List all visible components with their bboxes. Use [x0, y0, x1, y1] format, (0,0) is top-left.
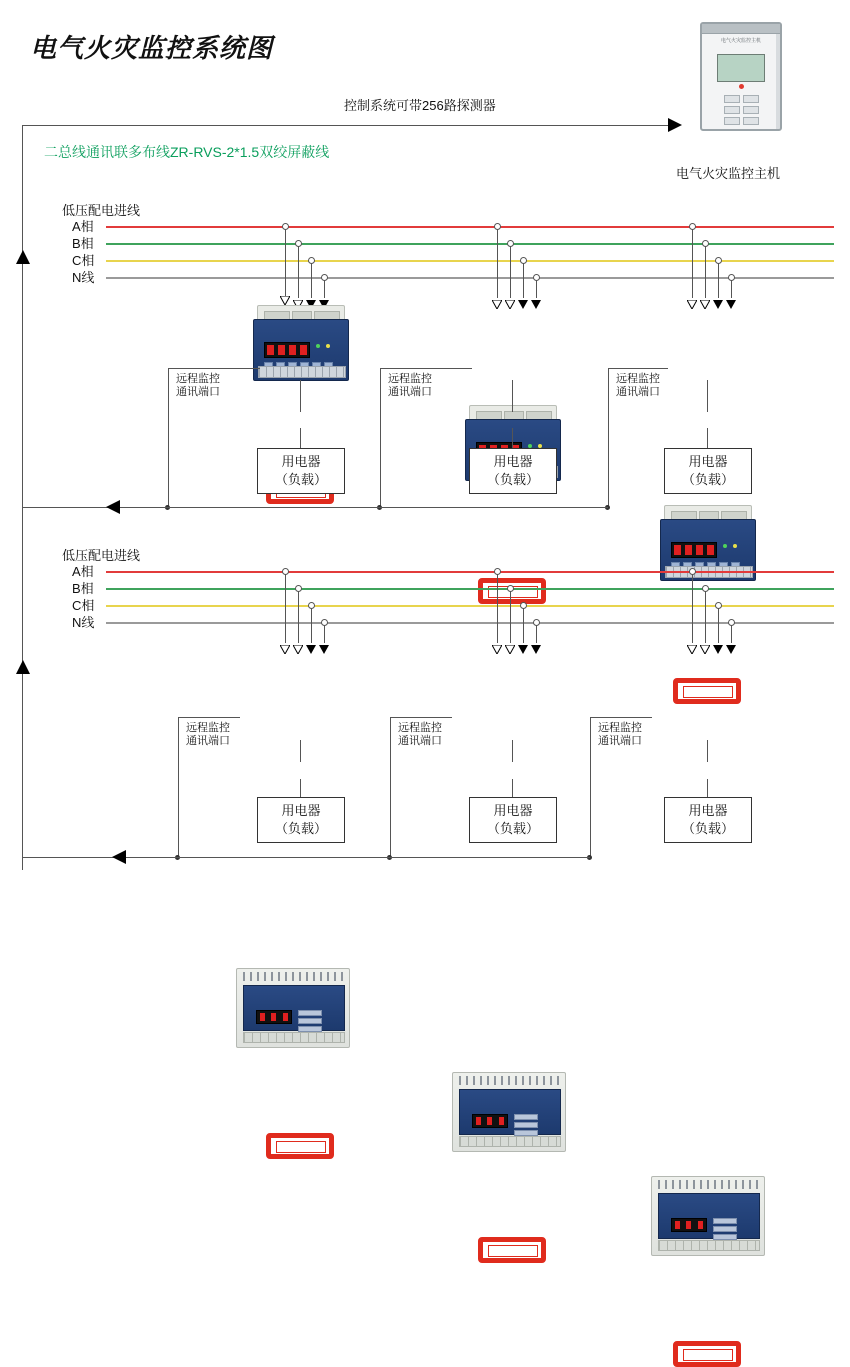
host-button[interactable] [743, 106, 759, 114]
device-key[interactable] [298, 1018, 322, 1024]
display-digit [283, 1013, 288, 1021]
group2-phase-n-label: N线 [72, 615, 95, 630]
g1u2-arrow-b-icon [505, 296, 515, 314]
load-label-line2: （负载） [681, 472, 734, 487]
device-led-icon [733, 544, 737, 548]
load-label-line2: （负载） [486, 821, 539, 836]
port-label-line1: 远程监控 [388, 373, 432, 385]
bus-cable-label: 二总线通讯联多布线ZR-RVS-2*1.5双绞屏蔽线 [44, 144, 330, 160]
display-digit [271, 1013, 276, 1021]
g2u1-drop-b [298, 588, 299, 643]
g2u2-current-transformer [478, 1237, 546, 1263]
g1u3-node-n [728, 274, 735, 281]
device-key-row[interactable] [298, 1010, 322, 1032]
g1u3-arrow-c-icon [713, 296, 723, 314]
g2u3-comm-drop [590, 717, 591, 857]
group2-phase-n-line [106, 622, 834, 624]
g2u3-drop-b [705, 588, 706, 643]
bus-up-arrow-icon [16, 660, 30, 674]
g2u2-port-label [398, 722, 442, 748]
g1u2-node-b [507, 240, 514, 247]
group1-phase-b-label: B相 [72, 236, 94, 251]
group2-phase-a-label: A相 [72, 564, 94, 579]
g1u2-load-link [512, 428, 513, 448]
device-body [452, 1072, 566, 1152]
display-digit [696, 545, 703, 555]
g1u3-detector-device[interactable] [660, 505, 754, 579]
page-title: 电气火灾监控系统图 [30, 34, 274, 63]
g2u1-current-transformer [266, 1133, 334, 1159]
load-label-line1: 用电器 [688, 454, 728, 469]
g2u1-ct-link [300, 740, 301, 762]
group1-phase-n-label: N线 [72, 270, 95, 285]
g2u1-drop-a [285, 571, 286, 643]
g1u3-node-a [689, 223, 696, 230]
g1u1-node-c [308, 257, 315, 264]
g2u2-drop-a [497, 571, 498, 643]
g2u1-drop-c [311, 605, 312, 643]
g2u3-drop-a [692, 571, 693, 643]
device-top-terminals [658, 1180, 758, 1189]
g1u1-arrow-a-icon [280, 296, 290, 305]
ct-window [683, 1349, 733, 1361]
group1-phase-c-line [106, 260, 834, 262]
host-button[interactable] [743, 95, 759, 103]
display-digit [300, 345, 307, 355]
port-label-line1: 远程监控 [186, 722, 230, 734]
g2u3-drop-c [718, 605, 719, 643]
device-display [671, 542, 717, 558]
g2u2-comm-link [390, 717, 452, 718]
ct-window [683, 686, 733, 698]
g2u1-load-box [257, 797, 345, 843]
device-led-icon [326, 344, 330, 348]
bus-capacity-note: 控制系统可带256路探测器 [344, 98, 496, 113]
g2u2-node-n [533, 619, 540, 626]
group2-phase-c-line [106, 605, 834, 607]
device-display [256, 1010, 292, 1024]
g2u2-load-box [469, 797, 557, 843]
g1u2-ct-link [512, 380, 513, 412]
g2u2-arrow-n-icon [531, 641, 541, 659]
group1-phase-a-line [106, 226, 834, 228]
display-digit [707, 545, 714, 555]
g1u1-ct-link [300, 380, 301, 412]
g1u3-current-transformer [673, 678, 741, 704]
device-terminal-strip [258, 366, 346, 378]
g1u2-node-n [533, 274, 540, 281]
device-faceplate [658, 1193, 760, 1239]
load-label-line1: 用电器 [281, 803, 321, 818]
g2u1-load-link [300, 779, 301, 797]
g2u2-node-b [507, 585, 514, 592]
port-label-line1: 远程监控 [398, 722, 442, 734]
bus-arrow-to-host-icon [668, 118, 682, 132]
g1u3-ct-link [707, 380, 708, 412]
g1u3-port-label [616, 373, 660, 399]
g1u2-comm-drop [380, 368, 381, 508]
host-panel-screen [717, 54, 765, 82]
g1u1-load-box [257, 448, 345, 494]
display-digit [278, 345, 285, 355]
g1u3-drop-b [705, 243, 706, 298]
device-terminal-strip [243, 1032, 345, 1043]
g1u1-detector-device[interactable] [253, 305, 347, 379]
port-label-line2: 通讯端口 [616, 386, 660, 398]
g1u2-drop-b [510, 243, 511, 298]
g2u3-load-link [707, 779, 708, 797]
load-label-line2: （负载） [486, 472, 539, 487]
group2-phase-c-label: C相 [72, 598, 95, 613]
g2u2-ct-link [512, 740, 513, 762]
ct-window [276, 1141, 326, 1153]
g1u1-load-link [300, 428, 301, 448]
load-label-line1: 用电器 [688, 803, 728, 818]
ct-window [488, 1245, 538, 1257]
host-button[interactable] [724, 95, 740, 103]
display-digit [674, 545, 681, 555]
display-digit [686, 1221, 691, 1229]
display-digit [476, 1117, 481, 1125]
g2u3-arrow-a-icon [687, 641, 697, 659]
device-key[interactable] [514, 1122, 538, 1128]
group2-incoming-label: 低压配电进线 [62, 548, 141, 563]
g1u1-port-label [176, 373, 220, 399]
device-key-row[interactable] [514, 1114, 538, 1136]
g1u1-drop-a [285, 226, 286, 298]
g2u1-node-c [308, 602, 315, 609]
g2u2-node-c [520, 602, 527, 609]
host-caption-label: 电气火灾监控主机 [676, 166, 781, 181]
g1u3-arrow-b-icon [700, 296, 710, 314]
g2u1-node-n [321, 619, 328, 626]
g2u3-comm-link [590, 717, 652, 718]
g1u3-drop-a [692, 226, 693, 298]
g1u1-node-n [321, 274, 328, 281]
g2u1-detector-device[interactable] [236, 968, 348, 1046]
g2u1-arrow-n-icon [319, 641, 329, 659]
group1-phase-c-label: C相 [72, 253, 95, 268]
device-key-row[interactable] [713, 1218, 737, 1240]
g2u2-drop-c [523, 605, 524, 643]
g2u3-node-a [689, 568, 696, 575]
g2u3-port-label [598, 722, 642, 748]
g2u1-node-b [295, 585, 302, 592]
group2-return-arrow-icon [112, 850, 126, 864]
g1u1-drop-c [311, 260, 312, 298]
port-label-line1: 远程监控 [176, 373, 220, 385]
device-key[interactable] [298, 1010, 322, 1016]
g2u2-comm-drop [390, 717, 391, 857]
g2u1-arrow-c-icon [306, 641, 316, 659]
g1u2-arrow-n-icon [531, 296, 541, 314]
host-button[interactable] [743, 117, 759, 125]
g1u3-node-b [702, 240, 709, 247]
g1u2-drop-c [523, 260, 524, 298]
g1u2-load-box [469, 448, 557, 494]
device-key[interactable] [713, 1226, 737, 1232]
port-label-line1: 远程监控 [616, 373, 660, 385]
device-display [472, 1114, 508, 1128]
g2u3-detector-device[interactable] [651, 1176, 763, 1254]
device-display [264, 342, 310, 358]
device-key[interactable] [713, 1218, 737, 1224]
device-top-terminals [459, 1076, 559, 1085]
device-body [651, 1176, 765, 1256]
g2u1-arrow-b-icon [293, 641, 303, 659]
port-label-line2: 通讯端口 [598, 735, 642, 747]
display-digit [260, 1013, 265, 1021]
load-label-line2: （负载） [681, 821, 734, 836]
g2u3-arrow-c-icon [713, 641, 723, 659]
load-label-line2: （负载） [274, 821, 327, 836]
g2u2-node-a [494, 568, 501, 575]
g2u3-node-c [715, 602, 722, 609]
device-body [253, 319, 349, 381]
port-label-line2: 通讯端口 [186, 735, 230, 747]
g2u2-detector-device[interactable] [452, 1072, 564, 1150]
display-digit [487, 1117, 492, 1125]
device-terminal-strip [459, 1136, 561, 1147]
g2u3-current-transformer [673, 1341, 741, 1367]
g2u3-arrow-n-icon [726, 641, 736, 659]
g2u1-port-label [186, 722, 230, 748]
g1u2-drop-a [497, 226, 498, 298]
g2u1-comm-link [178, 717, 240, 718]
display-digit [698, 1221, 703, 1229]
g2u1-node-a [282, 568, 289, 575]
load-label-line1: 用电器 [493, 454, 533, 469]
device-led-icon [316, 344, 320, 348]
g1u2-node-c [520, 257, 527, 264]
display-digit [267, 345, 274, 355]
group1-phase-n-line [106, 277, 834, 279]
g1u3-drop-c [718, 260, 719, 298]
g2u3-load-box [664, 797, 752, 843]
g1u3-node-c [715, 257, 722, 264]
group2-return-bus [22, 857, 590, 858]
device-body [236, 968, 350, 1048]
g1u3-load-box [664, 448, 752, 494]
group2-phase-b-line [106, 588, 834, 590]
host-status-led-icon [739, 84, 744, 89]
g2u3-arrow-b-icon [700, 641, 710, 659]
device-faceplate [459, 1089, 561, 1135]
bus-left-trunk [22, 125, 23, 870]
g1u1-node-b [295, 240, 302, 247]
group1-phase-a-label: A相 [72, 219, 94, 234]
g2u1-comm-drop [178, 717, 179, 857]
port-label-line2: 通讯端口 [398, 735, 442, 747]
port-label-line2: 通讯端口 [388, 386, 432, 398]
g1u1-drop-b [298, 243, 299, 298]
bus-up-arrow-icon [16, 250, 30, 264]
g2u2-arrow-c-icon [518, 641, 528, 659]
g1u3-arrow-a-icon [687, 296, 697, 314]
g1u3-arrow-n-icon [726, 296, 736, 314]
g1u1-comm-link [168, 368, 260, 369]
g1u3-comm-drop [608, 368, 609, 508]
g1u2-node-a [494, 223, 501, 230]
load-label-line1: 用电器 [281, 454, 321, 469]
g2u3-node-n [728, 619, 735, 626]
g1u3-comm-link [608, 368, 668, 369]
load-label-line1: 用电器 [493, 803, 533, 818]
device-led-icon [723, 544, 727, 548]
host-panel-caption: 电气火灾监控主机 [720, 38, 761, 44]
host-button[interactable] [724, 106, 740, 114]
display-digit [289, 345, 296, 355]
group1-return-arrow-icon [106, 500, 120, 514]
group1-phase-b-line [106, 243, 834, 245]
port-label-line2: 通讯端口 [176, 386, 220, 398]
port-label-line1: 远程监控 [598, 722, 642, 734]
group1-incoming-label: 低压配电进线 [62, 203, 141, 218]
g1u2-arrow-c-icon [518, 296, 528, 314]
group2-phase-b-label: B相 [72, 581, 94, 596]
g1u1-node-a [282, 223, 289, 230]
display-digit [499, 1117, 504, 1125]
host-button-group [715, 95, 767, 125]
g2u1-arrow-a-icon [280, 641, 290, 659]
display-digit [685, 545, 692, 555]
device-display [671, 1218, 707, 1232]
g2u3-ct-link [707, 740, 708, 762]
device-faceplate [243, 985, 345, 1031]
g2u2-drop-b [510, 588, 511, 643]
g1u2-port-label [388, 373, 432, 399]
g1u3-load-link [707, 428, 708, 448]
g2u2-arrow-b-icon [505, 641, 515, 659]
g1u1-comm-drop [168, 368, 169, 508]
host-button[interactable] [724, 117, 740, 125]
device-key[interactable] [514, 1114, 538, 1120]
g1u2-arrow-a-icon [492, 296, 502, 314]
monitoring-host-panel [700, 22, 782, 131]
g1u2-comm-link [380, 368, 472, 369]
display-digit [675, 1221, 680, 1229]
g2u2-arrow-a-icon [492, 641, 502, 659]
device-terminal-strip [658, 1240, 760, 1251]
group2-phase-a-line [106, 571, 834, 573]
device-top-terminals [243, 972, 343, 981]
bus-main-line [22, 125, 672, 126]
load-label-line2: （负载） [274, 472, 327, 487]
g2u2-load-link [512, 779, 513, 797]
host-panel-top-strip [702, 24, 780, 34]
g2u3-node-b [702, 585, 709, 592]
